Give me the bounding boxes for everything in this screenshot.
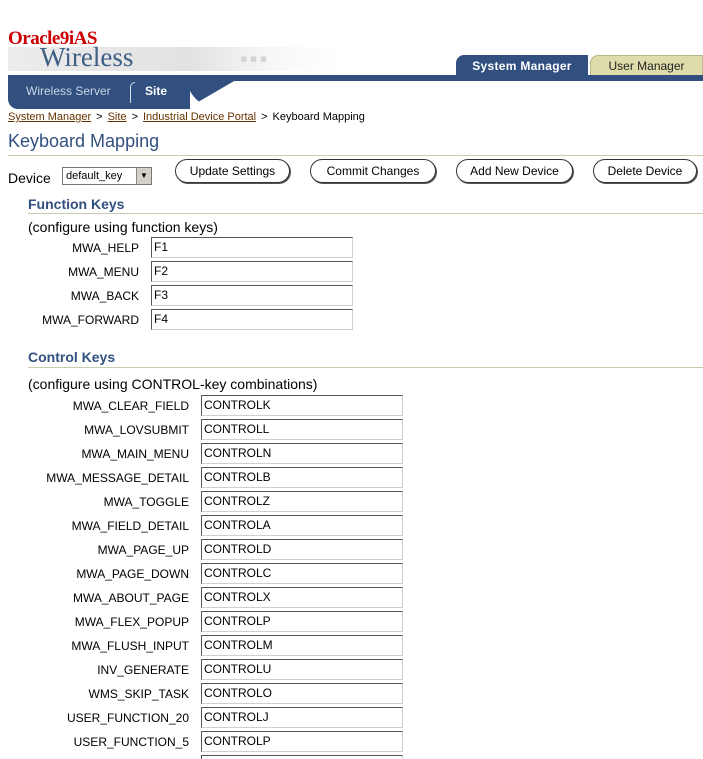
- control-key-input[interactable]: CONTROLK: [201, 395, 403, 416]
- function-keys-divider: [28, 213, 703, 214]
- nav-site[interactable]: Site: [145, 84, 168, 98]
- function-key-input[interactable]: F2: [151, 261, 353, 282]
- control-key-input[interactable]: CONTROLM: [201, 635, 403, 656]
- control-key-label: MWA_ABOUT_PAGE: [72, 591, 189, 605]
- logo-decoration: ▪︎▪︎▪︎: [240, 46, 270, 71]
- control-key-label: INV_GENERATE: [97, 663, 189, 677]
- tab-user-manager[interactable]: User Manager: [590, 55, 703, 75]
- breadcrumb-industrial-device-portal[interactable]: Industrial Device Portal: [143, 111, 257, 123]
- update-settings-button[interactable]: Update Settings: [175, 159, 290, 183]
- function-key-label: MWA_BACK: [70, 289, 139, 303]
- control-key-label: WMS_SKIP_TASK: [88, 687, 189, 701]
- control-key-label: MWA_PAGE_UP: [97, 543, 189, 557]
- chevron-down-icon[interactable]: ▼: [136, 168, 151, 184]
- breadcrumb-separator: >: [261, 111, 268, 123]
- breadcrumb-system-manager[interactable]: System Manager: [8, 111, 92, 123]
- breadcrumb-site[interactable]: Site: [107, 111, 127, 123]
- function-keys-note: (configure using function keys): [28, 219, 218, 235]
- control-key-label: MWA_CLEAR_FIELD: [72, 399, 189, 413]
- control-key-input[interactable]: CONTROLC: [201, 563, 403, 584]
- control-key-input[interactable]: CONTROLA: [201, 515, 403, 536]
- function-key-input[interactable]: F3: [151, 285, 353, 306]
- add-new-device-button[interactable]: Add New Device: [456, 159, 573, 183]
- breadcrumb-separator: >: [131, 111, 138, 123]
- wireless-logo: Wireless: [40, 42, 134, 72]
- app-header: [0, 0, 703, 112]
- control-key-label: MWA_FIELD_DETAIL: [71, 519, 189, 533]
- control-key-input[interactable]: CONTROLP: [201, 731, 403, 752]
- commit-changes-button[interactable]: Commit Changes: [310, 159, 436, 183]
- control-key-label: MWA_LOVSUBMIT: [84, 423, 189, 437]
- function-key-input[interactable]: F4: [151, 309, 353, 330]
- page-title: Keyboard Mapping: [8, 131, 160, 151]
- control-key-label: MWA_FLEX_POPUP: [74, 615, 189, 629]
- device-label: Device: [8, 170, 51, 186]
- breadcrumb: [8, 111, 365, 123]
- control-key-label: MWA_MAIN_MENU: [81, 447, 189, 461]
- nav-separator: [130, 82, 135, 103]
- function-key-label: MWA_FORWARD: [42, 313, 139, 327]
- control-key-input[interactable]: CONTROLB: [201, 467, 403, 488]
- control-keys-divider: [28, 367, 703, 368]
- control-key-input[interactable]: CONTROLX: [201, 587, 403, 608]
- nav-curve: [186, 75, 234, 109]
- control-key-input[interactable]: CONTROLP: [201, 611, 403, 632]
- control-key-label: MWA_FLUSH_INPUT: [71, 639, 189, 653]
- control-key-input[interactable]: CONTROLD: [201, 539, 403, 560]
- control-key-label: MWA_PAGE_DOWN: [76, 567, 189, 581]
- function-key-label: MWA_MENU: [68, 265, 139, 279]
- control-key-label: MWA_TOGGLE: [103, 495, 189, 509]
- control-key-input[interactable]: CONTROLU: [201, 659, 403, 680]
- function-keys-title: Function Keys: [28, 196, 125, 212]
- control-keys-title: Control Keys: [28, 349, 116, 365]
- device-select[interactable]: [62, 167, 152, 185]
- breadcrumb-separator: >: [96, 111, 103, 123]
- control-key-label: USER_FUNCTION_20: [66, 711, 189, 725]
- tab-system-manager[interactable]: System Manager: [456, 55, 588, 77]
- control-keys-note: (configure using CONTROL-key combinations): [28, 376, 318, 392]
- nav-wireless-server[interactable]: Wireless Server: [26, 84, 111, 98]
- function-key-label: MWA_HELP: [72, 241, 139, 255]
- control-key-input[interactable]: CONTROLJ: [201, 707, 403, 728]
- breadcrumb-current: Keyboard Mapping: [272, 111, 365, 123]
- oracle-logo: Oracle9iAS: [8, 28, 97, 49]
- control-key-input[interactable]: CONTROLL: [201, 419, 403, 440]
- device-select-value: default_key: [66, 170, 123, 182]
- function-key-input[interactable]: F1: [151, 237, 353, 258]
- delete-device-button[interactable]: Delete Device: [593, 159, 697, 183]
- control-key-input[interactable]: CONTROLN: [201, 443, 403, 464]
- title-divider: [8, 155, 703, 156]
- control-key-label: USER_FUNCTION_5: [73, 735, 189, 749]
- control-key-input[interactable]: CONTROLZ: [201, 491, 403, 512]
- control-key-label: MWA_MESSAGE_DETAIL: [46, 471, 189, 485]
- control-key-input[interactable]: CONTROLO: [201, 683, 403, 704]
- control-key-input-partial[interactable]: [201, 755, 403, 759]
